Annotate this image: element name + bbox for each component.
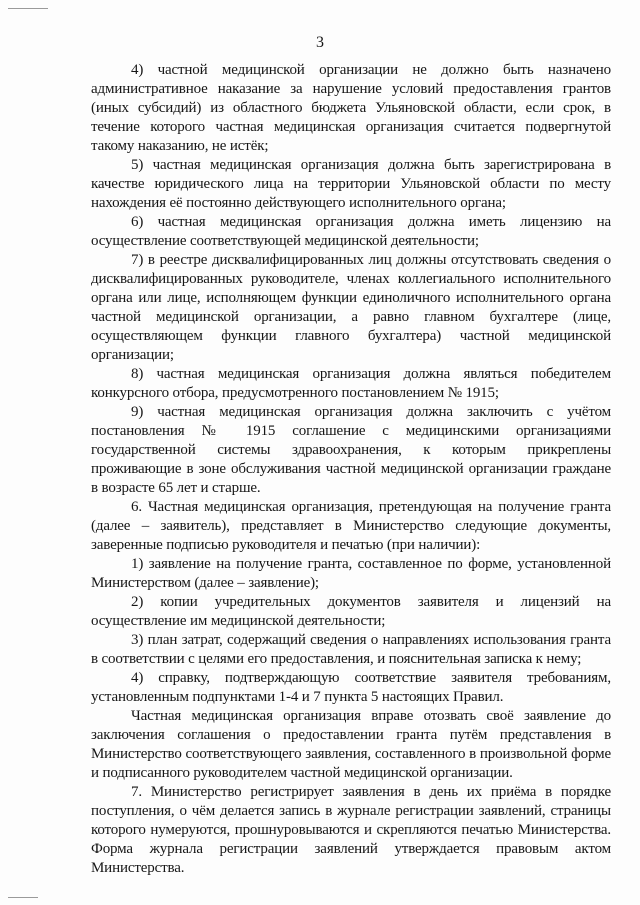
paragraph-item-9-agreement: 9) частная медицинская организация должна заключить с учётом постановления № 1915 соглашение с медицинскими организациями государственной системы здравоохранения, к которым прикреплены проживающие в зоне обслуживания частной медицинской организации граждане в возрасте 65 лет и старше.	[91, 404, 611, 496]
paragraph-item-5-registration: 5) частная медицинская организация должна быть зарегистрирована в качестве юридического лица на территории Ульяновской области по месту нахождения её постоянно действующего исполнительного органа;	[91, 157, 611, 211]
paragraph-item-4-penalty: 4) частной медицинской организации не должно быть назначено административное наказание за нарушение условий предоставления грантов (иных субсидий) из областного бюджета Ульяновской области, если срок, в течение которого частная медицинская организация считается подвергнутой такому наказанию, не истёк;	[91, 62, 611, 154]
page-number: 3	[316, 34, 324, 51]
paragraph-doc-3-plan: 3) план затрат, содержащий сведения о направлениях использования гранта в соответствии с целями его предоставления, и пояснительная записка к нему;	[91, 632, 611, 667]
document-body	[91, 61, 611, 878]
paragraph-item-6-license: 6) частная медицинская организация должна иметь лицензию на осуществление соответствующей медицинской деятельности;	[91, 214, 611, 249]
scan-artifact	[8, 8, 48, 9]
paragraph-doc-1-application: 1) заявление на получение гранта, составленное по форме, установленной Министерством (далее – заявление);	[91, 556, 611, 591]
paragraph-item-8-winner: 8) частная медицинская организация должна являться победителем конкурсного отбора, предусмотренного постановлением № 1915;	[91, 366, 611, 401]
scan-artifact	[8, 897, 38, 898]
paragraph-section-7: 7. Министерство регистрирует заявления в день их приёма в порядке поступления, о чём делается запись в журнале регистрации заявлений, страницы которого нумеруются, прошнуровываются и скрепляются печатью Министерства. Форма журнала регистрации заявлений утверждается правовым актом Министерства.	[91, 784, 611, 876]
paragraph-doc-2-copies: 2) копии учредительных документов заявителя и лицензий на осуществление им медицинской деятельности;	[91, 594, 611, 629]
paragraph-withdrawal: Частная медицинская организация вправе отозвать своё заявление до заключения соглашения о предоставлении гранта путём представления в Министерство соответствующего заявления, составленного в произвольной форме и подписанного руководителем частной медицинской организации.	[91, 708, 611, 781]
paragraph-doc-4-certificate: 4) справку, подтверждающую соответствие заявителя требованиям, установленным подпунктами 1-4 и 7 пункта 5 настоящих Правил.	[91, 670, 611, 705]
paragraph-section-6: 6. Частная медицинская организация, претендующая на получение гранта (далее – заявитель), представляет в Министерство следующие документы, заверенные подписью руководителя и печатью (при наличии):	[91, 499, 611, 553]
paragraph-item-7-disqualified: 7) в реестре дисквалифицированных лиц должны отсутствовать сведения о дисквалифицированных руководителе, членах коллегиального исполнительного органа или лице, исполняющем функции единоличного исполнительного органа частной медицинской организации, а равно главном бухгалтере (лице, осуществляющем функции главного бухгалтера) частной медицинской организации;	[91, 252, 611, 363]
